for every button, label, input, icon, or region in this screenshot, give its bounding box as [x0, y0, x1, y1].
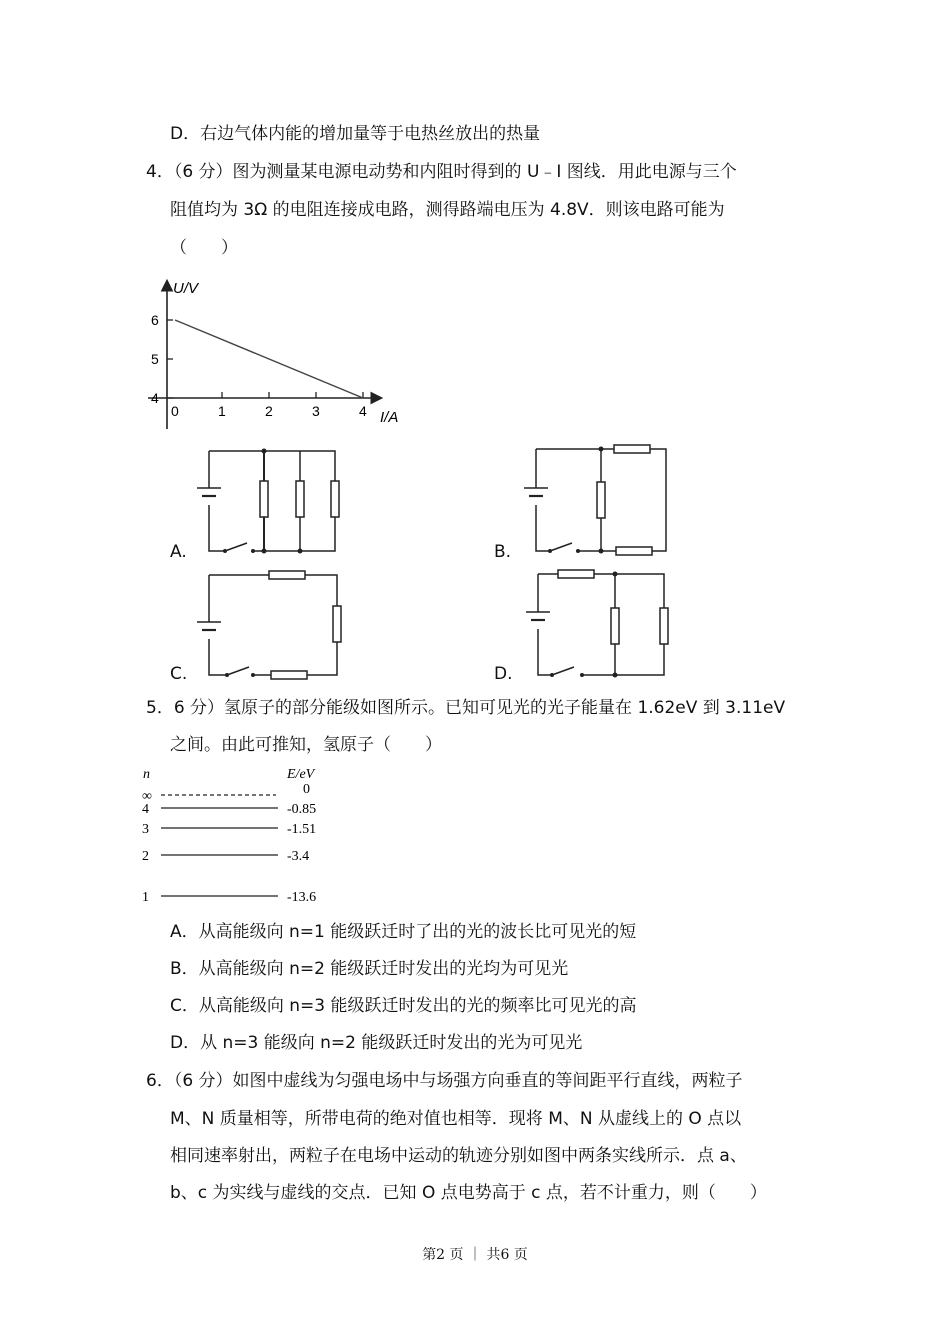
q4-graph-x-tick-label: 4 — [359, 403, 367, 419]
q4-graph-y-tick-label: 5 — [151, 351, 159, 367]
q4-graph-x-tick-label: 2 — [265, 403, 273, 419]
q4-stem-line1: 4．（6 分）图为测量某电源电动势和内阻时得到的 U﹣I 图线．用此电源与三个 — [146, 162, 737, 182]
q5-option-a: A．从高能级向 n=1 能级跃迁时了出的光的波长比可见光的短 — [170, 922, 637, 942]
q4-stem-line2: 阻值均为 3Ω 的电阻连接成电路，测得路端电压为 4.8V．则该电路可能为 — [170, 200, 725, 220]
q5-level-energy-label: -0.85 — [287, 802, 317, 817]
q4-graph-y-tick-label: 4 — [151, 390, 159, 406]
q4-circuit-a — [195, 444, 345, 560]
q6-stem-line1: 6．（6 分）如图中虚线为匀强电场中与场强方向垂直的等间距平行直线，两粒子 — [146, 1071, 743, 1091]
q4-option-c-label: C. — [170, 664, 188, 684]
q6-stem-line2: M、N 质量相等，所带电荷的绝对值也相等．现将 M、N 从虚线上的 O 点以 — [170, 1109, 742, 1129]
q4-graph-ui-line — [175, 320, 363, 398]
q6-stem-line3: 相同速率射出，两粒子在电场中运动的轨迹分别如图中两条实线所示．点 a、 — [170, 1146, 747, 1166]
q3-option-d: D．右边气体内能的增加量等于电热丝放出的热量 — [170, 124, 541, 144]
q6-stem-line4: b、c 为实线与虚线的交点．已知 O 点电势高于 c 点，若不计重力，则（ ） — [170, 1183, 767, 1203]
q5-level-energy-label: -1.51 — [287, 822, 317, 837]
q4-graph-x-tick-label: 0 — [171, 403, 179, 419]
q5-energy-level-diagram — [136, 762, 336, 908]
q5-level-energy-label: -3.4 — [287, 849, 310, 864]
q4-circuit-b — [522, 440, 672, 560]
q4-option-a-label: A. — [170, 542, 187, 562]
q5-option-c: C．从高能级向 n=3 能级跃迁时发出的光的频率比可见光的高 — [170, 996, 637, 1016]
q4-graph-x-tick-label: 1 — [218, 403, 226, 419]
q4-circuit-c — [195, 567, 349, 683]
q5-level-energy-label: -13.6 — [287, 890, 317, 905]
q4-circuit-d — [522, 564, 672, 682]
q4-graph-x-label: I/A — [380, 409, 399, 426]
q5-level-n-label: 3 — [142, 822, 149, 837]
q4-graph-y-label: U/V — [173, 280, 199, 297]
q5-option-d: D．从 n=3 能级向 n=2 能级跃迁时发出的光为可见光 — [170, 1033, 583, 1053]
q5-level-n-label: 1 — [142, 890, 149, 905]
q4-option-d-label: D. — [494, 664, 513, 684]
q4-graph-x-tick-label: 3 — [312, 403, 320, 419]
q5-option-b: B．从高能级向 n=2 能级跃迁时发出的光均为可见光 — [170, 959, 569, 979]
q4-graph-y-tick-label: 6 — [151, 312, 159, 328]
q5-level-n-label: 4 — [142, 802, 149, 817]
q4-stem-line3: （ ） — [170, 238, 238, 258]
q5-level-energy-label: 0 — [303, 782, 310, 797]
q5-level-n-label: ∞ — [142, 789, 152, 804]
page-footer: 第2 页 ｜ 共6 页 — [422, 1247, 528, 1263]
q4-ui-graph — [140, 274, 420, 434]
q5-stem-line1: 5．6 分）氢原子的部分能级如图所示。已知可见光的光子能量在 1.62eV 到 3.11eV — [146, 698, 786, 718]
q5-n-label: n — [143, 767, 150, 782]
q5-level-n-label: 2 — [142, 849, 149, 864]
q5-stem-line2: 之间。由此可推知，氢原子（ ） — [170, 735, 442, 755]
q4-option-b-label: B. — [494, 542, 512, 562]
q5-e-label: E/eV — [287, 767, 315, 782]
